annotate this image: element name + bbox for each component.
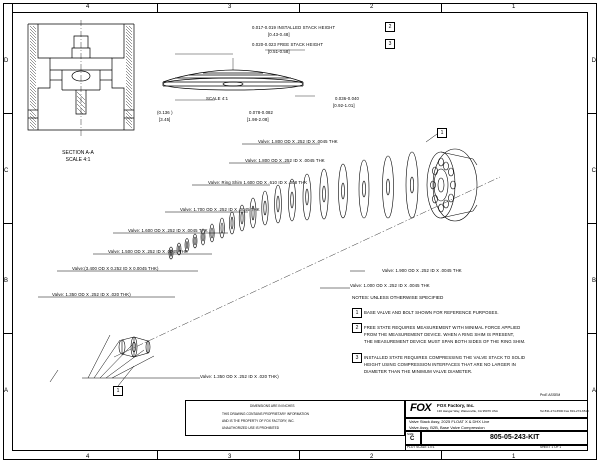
zone-top-4: 4 <box>86 4 90 10</box>
callout-c9: Valve: 1.900 OD X .252 ID X .0045 THK <box>382 268 462 273</box>
note-num-2: 2 <box>352 323 362 333</box>
dim-left-mm: [3.45] <box>159 117 171 122</box>
dim-right-in: 0.036-0.040 <box>335 96 360 101</box>
zone-left-d: D <box>4 58 9 64</box>
proe-label: ProE ASSEM <box>540 393 561 397</box>
tolerance-line-4: UNAUTHORIZED USE IS PROHIBITED <box>222 426 280 430</box>
dim-free-stack: 0.020-0.023 FREE STACK HEIGHT <box>252 42 324 47</box>
balloon-1-upper: 1 <box>437 128 447 138</box>
zone-tick <box>299 451 300 460</box>
note-num-3: 3 <box>352 353 362 363</box>
balloon-leader <box>112 356 172 396</box>
balloon-2: 2 <box>385 22 395 32</box>
dim-right-mm: [0.92-1.01] <box>333 103 355 108</box>
dim-installed-stack-mm: [0.43-0.48] <box>268 32 290 37</box>
callout-c1: Valve: 1.800 OD X .252 ID X .0045 THK <box>258 139 338 144</box>
tolerance-line-3: AND IS THE PROPERTY OF FOX FACTORY, INC. <box>222 419 295 423</box>
dim-free-stack-mm: [0.51-0.58] <box>268 49 290 54</box>
notes-title: NOTES: UNLESS OTHERWISE SPECIFIED <box>352 295 444 300</box>
zone-left-b: B <box>4 278 9 284</box>
part-number: 805-05-243-KIT <box>490 434 540 441</box>
company-phone: Tel 831-274-6500 Fax 831-274-6510 <box>540 409 589 413</box>
zone-tick <box>3 223 12 224</box>
callout-c10: Valve: 1.000 OD X .252 ID X .0045 THK <box>350 283 430 288</box>
zone-top-2: 2 <box>370 4 374 10</box>
zone-top-1: 1 <box>512 4 516 10</box>
detail-scale-note: SCALE 4:1 <box>206 96 229 101</box>
rev-label-small: SIZE <box>407 432 414 436</box>
zone-tick <box>588 113 597 114</box>
company-name: FOX Factory, Inc. <box>437 403 475 408</box>
drawing-title-2: Valve Assy, B2B, Base Valve Compression <box>409 425 485 430</box>
tolerance-line-1: DIMENSIONS ARE IN INCHES <box>250 404 295 408</box>
tolerance-line-2: THIS DRAWING CONTAINS PROPRIETARY INFORMATION <box>222 412 309 416</box>
note-2-line-2: FROM THE MEASUREMENT DEVICE. WHEN A RING SHIM IS PRESENT, <box>364 332 515 337</box>
zone-tick <box>299 3 300 12</box>
zone-tick <box>588 333 597 334</box>
zone-left-a: A <box>4 388 9 394</box>
zone-tick <box>157 451 158 460</box>
callout-c2: Valve: 1.800 OD X .252 ID X .0045 THK <box>245 158 325 163</box>
note-num-1: 1 <box>352 308 362 318</box>
callout-c11: Valve: 1.350 OD X .252 ID X .020 THK) <box>200 374 279 379</box>
zone-tick <box>441 451 442 460</box>
dim-mid-mm: [1.98-2.08] <box>247 117 269 122</box>
zone-bottom-2: 2 <box>370 454 374 460</box>
zone-right-c: C <box>591 168 596 174</box>
plot-scale: PLOT SCALE 1.0:1 <box>407 445 435 449</box>
note-3-line-1: INSTALLED STATE REQUIRES COMPRESSING THE VALVE STACK TO SOLID <box>364 355 526 360</box>
note-3-line-2: HEIGHT USING COMPRESSION INTERFACES THAT ARE NO LARGER IN <box>364 362 516 367</box>
zone-tick <box>3 113 12 114</box>
zone-tick <box>441 3 442 12</box>
callout-c3: Valve: Ring Shim 1.600 OD X .610 ID X .008 THK <box>208 180 308 185</box>
dim-left-in: (0.136 ) <box>157 110 173 115</box>
balloon-3: 3 <box>385 39 395 49</box>
zone-bottom-1: 1 <box>512 454 516 460</box>
note-3-line-3: DIAMETER THAN THE MINIMUM VALVE DIAMETER. <box>364 369 473 374</box>
dim-mid-in: 0.078-0.082 <box>249 110 274 115</box>
section-label: SECTION A-A <box>62 150 94 156</box>
note-1-line-1: BASE VALVE AND BOLT SHOWN FOR REFERENCE PURPOSES. <box>364 310 499 315</box>
zone-tick <box>157 3 158 12</box>
drawing-title-1: Valve Stack Assy, 2025 FLOAT X & DHX Live <box>409 419 490 424</box>
section-scale: SCALE 4:1 <box>65 157 91 163</box>
zone-bottom-4: 4 <box>86 454 90 460</box>
zone-tick <box>12 3 13 12</box>
callout-c5: Valve: 1.600 OD X .252 ID X .0045 THK <box>128 228 208 233</box>
callout-c8: Valve: 1.350 OD X .252 ID X .020 THK) <box>52 292 131 297</box>
balloon-1-lower: 1 <box>113 386 123 396</box>
zone-tick <box>588 223 597 224</box>
zone-top-3: 3 <box>228 4 232 10</box>
note-2-line-1: FREE STATE REQUIRES MEASUREMENT WITH MINIMAL FORCE APPLIED <box>364 325 521 330</box>
stack-height-detail <box>145 40 320 130</box>
zone-tick <box>3 333 12 334</box>
dim-installed-stack: 0.017-0.019 INSTALLED STACK HEIGHT <box>252 25 336 30</box>
callout-c4: Valve: 1.700 OD X .252 ID X .0045 THK <box>180 207 260 212</box>
note-2-line-3: THE MEASUREMENT DEVICE MUST SPAN BOTH SIDES OF THE RING SHIM. <box>364 339 526 344</box>
zone-right-b: B <box>591 278 596 284</box>
zone-bottom-3: 3 <box>228 454 232 460</box>
callout-c7: Valve:(3.400 OD X 0.252 ID X 0.0045 THK) <box>72 266 159 271</box>
balloon-leader-2 <box>426 132 456 148</box>
sheet-number: SHEET 1 OF 1 <box>540 445 562 449</box>
callout-c6: Valve: 1.500 OD X .252 ID X .0045 THK <box>108 249 188 254</box>
zone-left-c: C <box>4 168 9 174</box>
zone-right-a: A <box>591 388 596 394</box>
titleblock-tolerance <box>185 400 405 436</box>
rev-letter: C <box>410 436 415 442</box>
fox-logo: FOX <box>410 402 432 414</box>
company-address-1: 130 Hangar Way, Watsonville, CA 95076 USA <box>437 409 498 413</box>
zone-right-d: D <box>591 58 596 64</box>
